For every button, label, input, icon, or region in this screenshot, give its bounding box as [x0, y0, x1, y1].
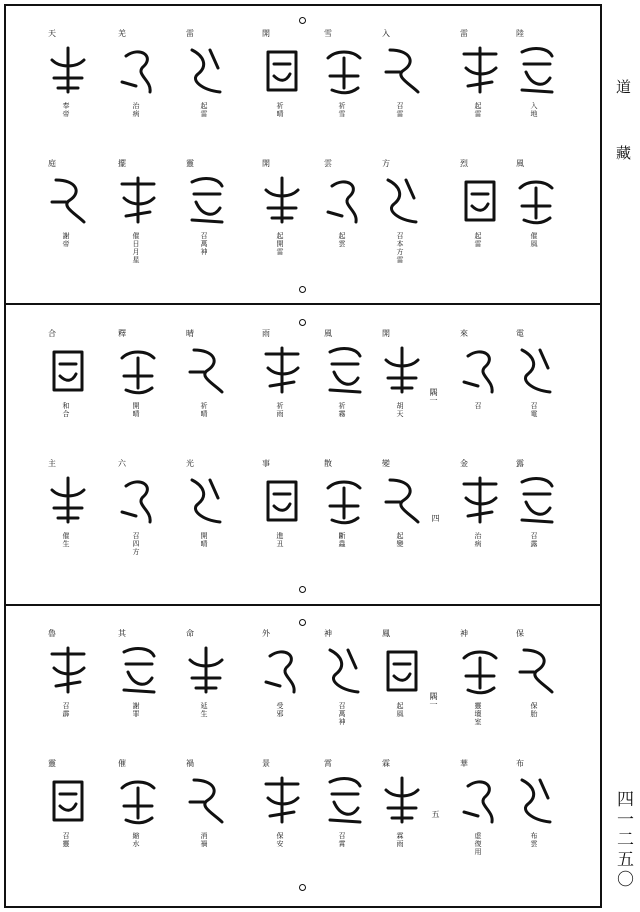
talisman-entry — [508, 630, 564, 740]
talisman-entry — [40, 630, 96, 740]
seal-script-glyph — [322, 342, 366, 398]
talisman-caption: 霖雨 — [396, 832, 404, 848]
talisman-label: 變 — [382, 459, 390, 468]
seal-script-glyph — [46, 772, 90, 828]
section-divider-2 — [4, 604, 602, 606]
talisman-entry — [508, 160, 564, 270]
seal-script-glyph — [514, 642, 558, 698]
seal-script-glyph — [46, 42, 90, 98]
seal-script-glyph — [116, 42, 160, 98]
seal-script-glyph — [184, 642, 228, 698]
seal-script-glyph — [260, 772, 304, 828]
talisman-entry — [110, 30, 166, 140]
seal-script-glyph — [46, 342, 90, 398]
seal-script-glyph — [322, 172, 366, 228]
talisman-label: 景 — [262, 759, 270, 768]
talisman-caption: 起雷 — [474, 232, 482, 248]
talisman-label: 命 — [186, 629, 194, 638]
talisman-label: 雲 — [324, 159, 332, 168]
talisman-caption: 召霄 — [338, 832, 346, 848]
talisman-label: 電 — [516, 329, 524, 338]
talisman-caption: 保胎 — [530, 702, 538, 718]
talisman-caption: 保安 — [276, 832, 284, 848]
talisman-entry — [452, 30, 508, 140]
talisman-label: 風 — [516, 159, 524, 168]
talisman-caption: 靈壇室 — [474, 702, 482, 726]
talisman-entry — [40, 760, 96, 870]
talisman-caption: 召萬神 — [200, 232, 208, 256]
talisman-entry — [110, 160, 166, 270]
talisman-label: 雨 — [262, 329, 270, 338]
talisman-entry — [316, 760, 372, 870]
talisman-label: 方 — [382, 159, 390, 168]
talisman-entry — [40, 330, 96, 440]
talisman-entry — [508, 30, 564, 140]
talisman-caption: 治病 — [132, 102, 140, 118]
talisman-caption: 祈晴 — [200, 402, 208, 418]
talisman-label: 神 — [324, 629, 332, 638]
talisman-label: 露 — [516, 459, 524, 468]
talisman-entry — [254, 30, 310, 140]
talisman-entry — [316, 30, 372, 140]
talisman-caption: 受邪 — [276, 702, 284, 718]
seal-script-glyph — [322, 42, 366, 98]
seal-script-glyph — [322, 642, 366, 698]
seal-script-glyph — [260, 342, 304, 398]
talisman-caption: 入地 — [530, 102, 538, 118]
talisman-label: 鳳 — [382, 629, 390, 638]
talisman-label: 神 — [460, 629, 468, 638]
seal-script-glyph — [458, 642, 502, 698]
talisman-caption: 開晴 — [132, 402, 140, 418]
talisman-caption: 召電 — [530, 402, 538, 418]
talisman-entry — [452, 160, 508, 270]
seal-script-glyph — [322, 772, 366, 828]
seal-script-glyph — [116, 172, 160, 228]
talisman-entry — [452, 330, 508, 440]
talisman-label: 擺 — [118, 159, 126, 168]
talisman-caption: 召萬神 — [338, 702, 346, 726]
seal-script-glyph — [380, 642, 424, 698]
talisman-label: 催 — [118, 759, 126, 768]
talisman-caption: 召四方 — [132, 532, 140, 556]
side-note: 隅一 — [429, 388, 438, 404]
talisman-label: 羌 — [118, 29, 126, 38]
talisman-label: 陸 — [516, 29, 524, 38]
page-number: 四一二五〇 — [613, 790, 633, 890]
seal-script-glyph — [46, 172, 90, 228]
talisman-caption: 催日月星 — [132, 232, 140, 264]
talisman-caption: 祈霧 — [338, 402, 346, 418]
talisman-entry — [374, 460, 430, 570]
seal-script-glyph — [380, 342, 424, 398]
talisman-label: 保 — [516, 629, 524, 638]
talisman-entry — [374, 630, 430, 740]
talisman-label: 外 — [262, 629, 270, 638]
talisman-entry — [110, 760, 166, 870]
talisman-caption: 斷蟲 — [338, 532, 346, 548]
seal-script-glyph — [260, 42, 304, 98]
talisman-caption: 延生 — [200, 702, 208, 718]
talisman-entry — [110, 630, 166, 740]
seal-script-glyph — [116, 472, 160, 528]
talisman-entry — [374, 330, 430, 440]
talisman-entry — [316, 460, 372, 570]
talisman-entry — [110, 330, 166, 440]
talisman-label: 霄 — [324, 759, 332, 768]
talisman-caption: 進丑 — [276, 532, 284, 548]
talisman-entry — [254, 330, 310, 440]
seal-script-glyph — [458, 342, 502, 398]
talisman-label: 釋 — [118, 329, 126, 338]
seal-script-glyph — [260, 172, 304, 228]
talisman-caption: 縮水 — [132, 832, 140, 848]
talisman-entry — [178, 760, 234, 870]
seal-script-glyph — [458, 772, 502, 828]
talisman-label: 事 — [262, 459, 270, 468]
seal-script-glyph — [514, 772, 558, 828]
side-note: 隅一 — [429, 692, 438, 708]
talisman-entry — [374, 160, 430, 270]
talisman-entry — [452, 630, 508, 740]
seal-script-glyph — [260, 642, 304, 698]
talisman-caption: 召露 — [530, 532, 538, 548]
talisman-caption: 召靈 — [62, 832, 70, 848]
seal-script-glyph — [380, 472, 424, 528]
talisman-entry — [254, 630, 310, 740]
binding-hole — [299, 619, 306, 626]
talisman-label: 雷 — [186, 29, 194, 38]
talisman-caption: 起開雷 — [276, 232, 284, 256]
section-divider-1 — [4, 303, 602, 305]
talisman-caption: 召 — [474, 402, 482, 410]
talisman-entry — [178, 460, 234, 570]
talisman-label: 散 — [324, 459, 332, 468]
talisman-caption: 和合 — [62, 402, 70, 418]
talisman-entry — [178, 630, 234, 740]
talisman-label: 庭 — [48, 159, 56, 168]
seal-script-glyph — [116, 342, 160, 398]
talisman-caption: 虚復用 — [474, 832, 482, 856]
talisman-label: 華 — [460, 759, 468, 768]
talisman-entry — [508, 460, 564, 570]
talisman-label: 魯 — [48, 629, 56, 638]
talisman-caption: 召本方雷 — [396, 232, 404, 264]
margin-title-char: 道 — [616, 78, 632, 96]
talisman-caption: 起雲 — [338, 232, 346, 248]
talisman-entry — [452, 760, 508, 870]
talisman-label: 風 — [324, 329, 332, 338]
talisman-entry — [40, 30, 96, 140]
talisman-entry — [508, 760, 564, 870]
talisman-caption: 祈雨 — [276, 402, 284, 418]
seal-script-glyph — [184, 772, 228, 828]
talisman-caption: 催生 — [62, 532, 70, 548]
talisman-label: 雪 — [324, 29, 332, 38]
talisman-label: 布 — [516, 759, 524, 768]
talisman-label: 主 — [48, 459, 56, 468]
talisman-entry — [254, 760, 310, 870]
talisman-entry — [374, 30, 430, 140]
side-note: 五 — [431, 810, 440, 818]
seal-script-glyph — [184, 172, 228, 228]
seal-script-glyph — [184, 42, 228, 98]
talisman-label: 禍 — [186, 759, 194, 768]
talisman-entry — [178, 160, 234, 270]
talisman-caption: 起雷 — [474, 102, 482, 118]
talisman-caption: 召雷 — [396, 102, 404, 118]
talisman-label: 晴 — [186, 329, 194, 338]
talisman-label: 靈 — [48, 759, 56, 768]
seal-script-glyph — [458, 172, 502, 228]
talisman-entry — [374, 760, 430, 870]
talisman-caption: 布雲 — [530, 832, 538, 848]
seal-script-glyph — [322, 472, 366, 528]
talisman-label: 其 — [118, 629, 126, 638]
seal-script-glyph — [46, 642, 90, 698]
talisman-caption: 起變 — [396, 532, 404, 548]
seal-script-glyph — [116, 772, 160, 828]
binding-hole — [299, 17, 306, 24]
seal-script-glyph — [380, 42, 424, 98]
talisman-entry — [316, 330, 372, 440]
talisman-caption: 胡天 — [396, 402, 404, 418]
binding-hole — [299, 586, 306, 593]
talisman-label: 光 — [186, 459, 194, 468]
talisman-entry — [254, 460, 310, 570]
talisman-caption: 開晴 — [200, 532, 208, 548]
margin-title-char: 藏 — [616, 144, 632, 162]
talisman-label: 金 — [460, 459, 468, 468]
seal-script-glyph — [260, 472, 304, 528]
talisman-label: 霖 — [382, 759, 390, 768]
talisman-entry — [508, 330, 564, 440]
seal-script-glyph — [514, 42, 558, 98]
talisman-caption: 起雷 — [200, 102, 208, 118]
seal-script-glyph — [458, 42, 502, 98]
talisman-label: 靈 — [186, 159, 194, 168]
seal-script-glyph — [380, 172, 424, 228]
talisman-label: 來 — [460, 329, 468, 338]
talisman-caption: 催風 — [530, 232, 538, 248]
talisman-label: 烈 — [460, 159, 468, 168]
talisman-label: 開 — [262, 159, 270, 168]
talisman-caption: 祈雪 — [338, 102, 346, 118]
seal-script-glyph — [184, 472, 228, 528]
talisman-caption: 奉帝 — [62, 102, 70, 118]
talisman-caption: 治病 — [474, 532, 482, 548]
talisman-caption: 謝罪 — [132, 702, 140, 718]
binding-hole — [299, 319, 306, 326]
seal-script-glyph — [458, 472, 502, 528]
seal-script-glyph — [514, 472, 558, 528]
talisman-label: 入 — [382, 29, 390, 38]
talisman-caption: 祈晴 — [276, 102, 284, 118]
talisman-entry — [316, 630, 372, 740]
talisman-caption: 謝帝 — [62, 232, 70, 248]
seal-script-glyph — [46, 472, 90, 528]
seal-script-glyph — [514, 172, 558, 228]
talisman-label: 雷 — [460, 29, 468, 38]
talisman-label: 天 — [48, 29, 56, 38]
side-note: 四 — [431, 514, 440, 522]
talisman-label: 合 — [48, 329, 56, 338]
binding-hole — [299, 884, 306, 891]
binding-hole — [299, 286, 306, 293]
talisman-label: 開 — [382, 329, 390, 338]
seal-script-glyph — [184, 342, 228, 398]
seal-script-glyph — [116, 642, 160, 698]
talisman-caption: 消禍 — [200, 832, 208, 848]
talisman-caption: 起風 — [396, 702, 404, 718]
talisman-label: 開 — [262, 29, 270, 38]
talisman-entry — [254, 160, 310, 270]
talisman-entry — [178, 330, 234, 440]
seal-script-glyph — [380, 772, 424, 828]
talisman-entry — [316, 160, 372, 270]
talisman-label: 六 — [118, 459, 126, 468]
talisman-entry — [40, 160, 96, 270]
talisman-entry — [452, 460, 508, 570]
talisman-entry — [40, 460, 96, 570]
seal-script-glyph — [514, 342, 558, 398]
talisman-caption: 召霹 — [62, 702, 70, 718]
talisman-entry — [110, 460, 166, 570]
talisman-entry — [178, 30, 234, 140]
